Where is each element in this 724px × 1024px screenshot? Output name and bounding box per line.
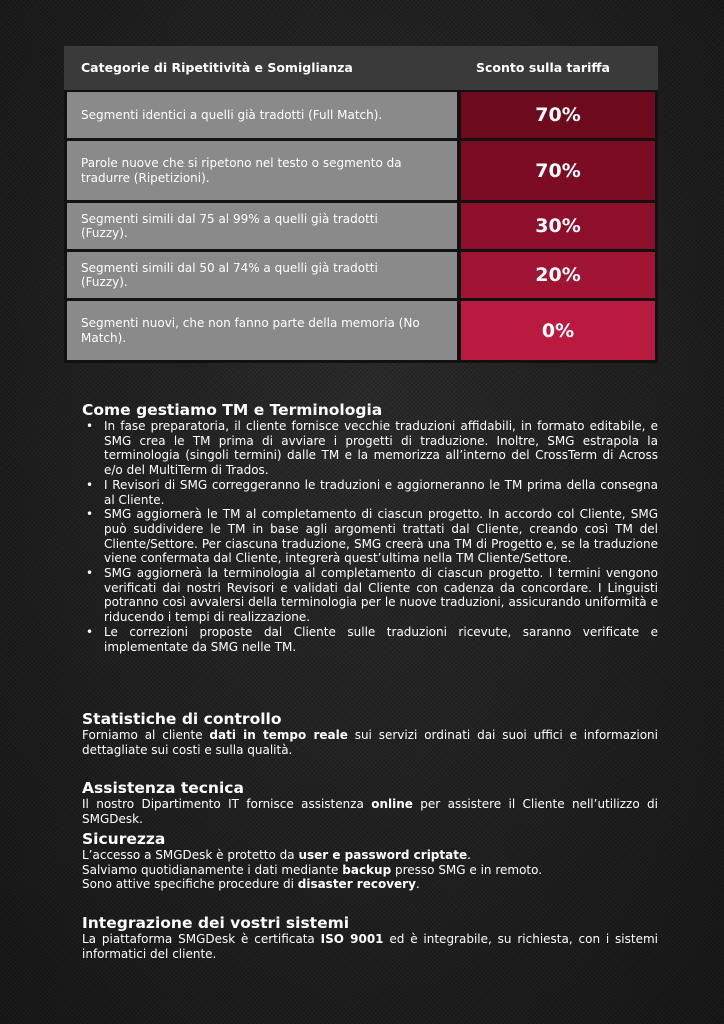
category-cell: Parole nuove che si ripetono nel testo o segmento da tradurre (Ripetizioni). <box>67 141 457 200</box>
table-row <box>67 301 655 360</box>
list-item: • I Revisori di SMG correggeranno le traduzioni e aggiorneranno le TM prima della consegna al Cliente. <box>82 478 658 507</box>
header-category: Categorie di Ripetitività e Somiglianza <box>81 60 353 75</box>
stats-section <box>82 710 658 757</box>
security-section <box>82 830 658 892</box>
discount-cell: 0% <box>461 301 655 360</box>
tm-title: Come gestiamo TM e Terminologia <box>82 401 383 419</box>
list-item: • SMG aggiornerà la terminologia al completamento di ciascun progetto. I termini vengono verificati dai nostri Revisori e validati dal Cliente con cadenza da concordare. I Linguisti potranno così avvalersi della terminologia per le nuove traduzioni, assicurando uniformità e riducendo i tempi di realizzazione. <box>82 566 658 625</box>
list-item: • In fase preparatoria, il cliente fornisce vecchie traduzioni affidabili, in formato editabile, e SMG crea le TM prima di avviare i progetti di traduzione. Inoltre, SMG estrapola la terminologia (singoli termini) dalle TM e la memorizza all’interno del CrossTerm di Across e/o del MultiTerm di Trados. <box>82 419 658 478</box>
integration-text: La piattaforma SMGDesk è certificata ISO 9001 ed è integrabile, su richiesta, con i sistemi informatici del cliente. <box>82 932 659 961</box>
integration-section <box>82 914 658 961</box>
table-row <box>67 203 655 249</box>
discount-cell: 70% <box>461 92 655 138</box>
integration-title: Integrazione dei vostri sistemi <box>82 914 350 932</box>
support-text: Il nostro Dipartimento IT fornisce assistenza online per assistere il Cliente nell’utilizzo di SMGDesk. <box>82 797 658 826</box>
category-cell: Segmenti identici a quelli già tradotti (Full Match). <box>67 92 457 138</box>
list-item: • SMG aggiornerà le TM al completamento di ciascun progetto. In accordo col Cliente, SMG può suddividere le TM in base agli argomenti trattati dal Cliente, creando così TM del Cliente/Settore. Per ciascuna traduzione, SMG creerà una TM di Progetto e, se la traduzione viene confermata dal Cliente, integrerà quest’ultima nella TM Cliente/Settore. <box>82 507 658 566</box>
support-title: Assistenza tecnica <box>82 779 244 797</box>
category-cell: Segmenti simili dal 50 al 74% a quelli già tradotti (Fuzzy). <box>67 252 457 298</box>
security-line-1: L’accesso a SMGDesk è protetto da user e password criptate. <box>82 848 471 862</box>
security-line-2: Salviamo quotidianamente i dati mediante backup presso SMG e in remoto. <box>82 862 543 877</box>
security-line-3: Sono attive specifiche procedure di disaster recovery. <box>82 877 420 892</box>
table-header <box>64 46 658 90</box>
stats-title: Statistiche di controllo <box>82 710 282 728</box>
support-section <box>82 779 658 826</box>
discount-cell: 30% <box>461 203 655 249</box>
stats-text: Forniamo al cliente dati in tempo reale sui servizi ordinati dai suoi uffici e informazioni dettagliate sui costi e sulla qualità. <box>82 728 658 757</box>
table-row <box>67 141 655 200</box>
header-discount: Sconto sulla tariffa <box>476 60 610 75</box>
discount-table <box>64 46 658 363</box>
list-item: • Le correzioni proposte dal Cliente sulle traduzioni ricevute, saranno verificate e implementate da SMG nelle TM. <box>82 625 658 654</box>
table-row <box>67 252 655 298</box>
category-cell: Segmenti simili dal 75 al 99% a quelli già tradotti (Fuzzy). <box>67 203 457 249</box>
security-title: Sicurezza <box>82 830 166 848</box>
tm-section <box>82 401 658 654</box>
discount-cell: 70% <box>461 141 655 200</box>
table-row <box>67 92 655 138</box>
category-cell: Segmenti nuovi, che non fanno parte della memoria (No Match). <box>67 301 457 360</box>
discount-cell: 20% <box>461 252 655 298</box>
tm-bullet-list <box>82 419 658 654</box>
